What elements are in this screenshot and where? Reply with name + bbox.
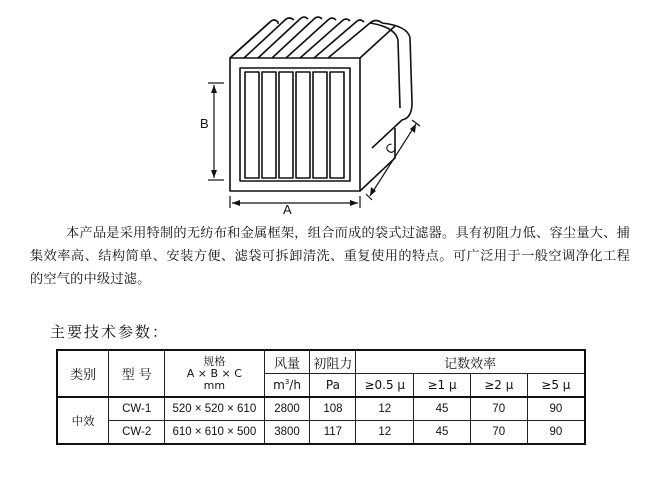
header-airflow: 风量	[264, 350, 310, 374]
eff-cell: 45	[414, 397, 471, 421]
frame-outer	[230, 58, 360, 191]
header-size	[165, 350, 265, 397]
header-eff-col-1: ≥0.5 μ	[356, 374, 414, 398]
header-eff-col-4: ≥5 μ	[527, 374, 585, 398]
spec-section-title: 主要技术参数：	[50, 323, 170, 341]
product-description: 本产品是采用特制的无纺布和金属框架，组合而成的袋式过滤器。具有初阻力低、容尘量大、捕集效率高、结构简单、安装方便、滤袋可拆卸清洗、重复使用的特点。可广泛用于一般空调净化工程的空气的中级过滤。	[30, 226, 630, 287]
pocket-1	[245, 72, 259, 178]
header-size-formula: A × B × C	[186, 366, 242, 380]
bag-filter-diagram	[190, 8, 440, 223]
resistance-cell: 117	[310, 421, 356, 445]
header-eff-col-3: ≥2 μ	[470, 374, 527, 398]
header-size-unit: mm	[203, 378, 226, 392]
header-model: 型 号	[109, 350, 165, 397]
dim-c-line	[370, 124, 416, 196]
header-category: 类别	[57, 350, 109, 397]
pocket-5	[313, 72, 327, 178]
category-cell: 中效	[57, 397, 109, 444]
pocket-3	[279, 72, 293, 178]
header-efficiency: 记数效率	[356, 350, 585, 374]
header-airflow-unit: $m^3/h$	[264, 374, 310, 398]
frame-depth-bottom	[360, 128, 395, 191]
model-cell: CW-1	[109, 397, 165, 421]
header-resistance: 初阻力	[310, 350, 356, 374]
spec-table	[56, 349, 586, 445]
eff-cell: 90	[527, 397, 585, 421]
eff-cell: 70	[470, 421, 527, 445]
eff-cell: 12	[356, 397, 414, 421]
table-row	[57, 421, 585, 445]
eff-cell: 70	[470, 397, 527, 421]
header-size-title: 规格	[203, 354, 226, 368]
size-cell: 520 × 520 × 610	[165, 397, 265, 421]
eff-cell: 90	[527, 421, 585, 445]
table-row	[57, 397, 585, 421]
header-resistance-unit: Pa	[310, 374, 356, 398]
airflow-cell: 3800	[264, 421, 310, 445]
resistance-cell: 108	[310, 397, 356, 421]
model-cell: CW-2	[109, 421, 165, 445]
airflow-cell: 2800	[264, 397, 310, 421]
eff-cell: 12	[356, 421, 414, 445]
pocket-2	[262, 72, 276, 178]
dimension-label-a: A	[283, 202, 292, 217]
eff-cell: 45	[414, 421, 471, 445]
pocket-4	[296, 72, 310, 178]
frame-inner	[240, 68, 350, 181]
dimension-label-b: B	[200, 116, 209, 131]
size-cell: 610 × 610 × 500	[165, 421, 265, 445]
frame-depth-right	[360, 26, 395, 58]
dimension-label-c: C	[382, 140, 400, 158]
header-eff-col-2: ≥1 μ	[414, 374, 471, 398]
pocket-6	[330, 72, 344, 178]
